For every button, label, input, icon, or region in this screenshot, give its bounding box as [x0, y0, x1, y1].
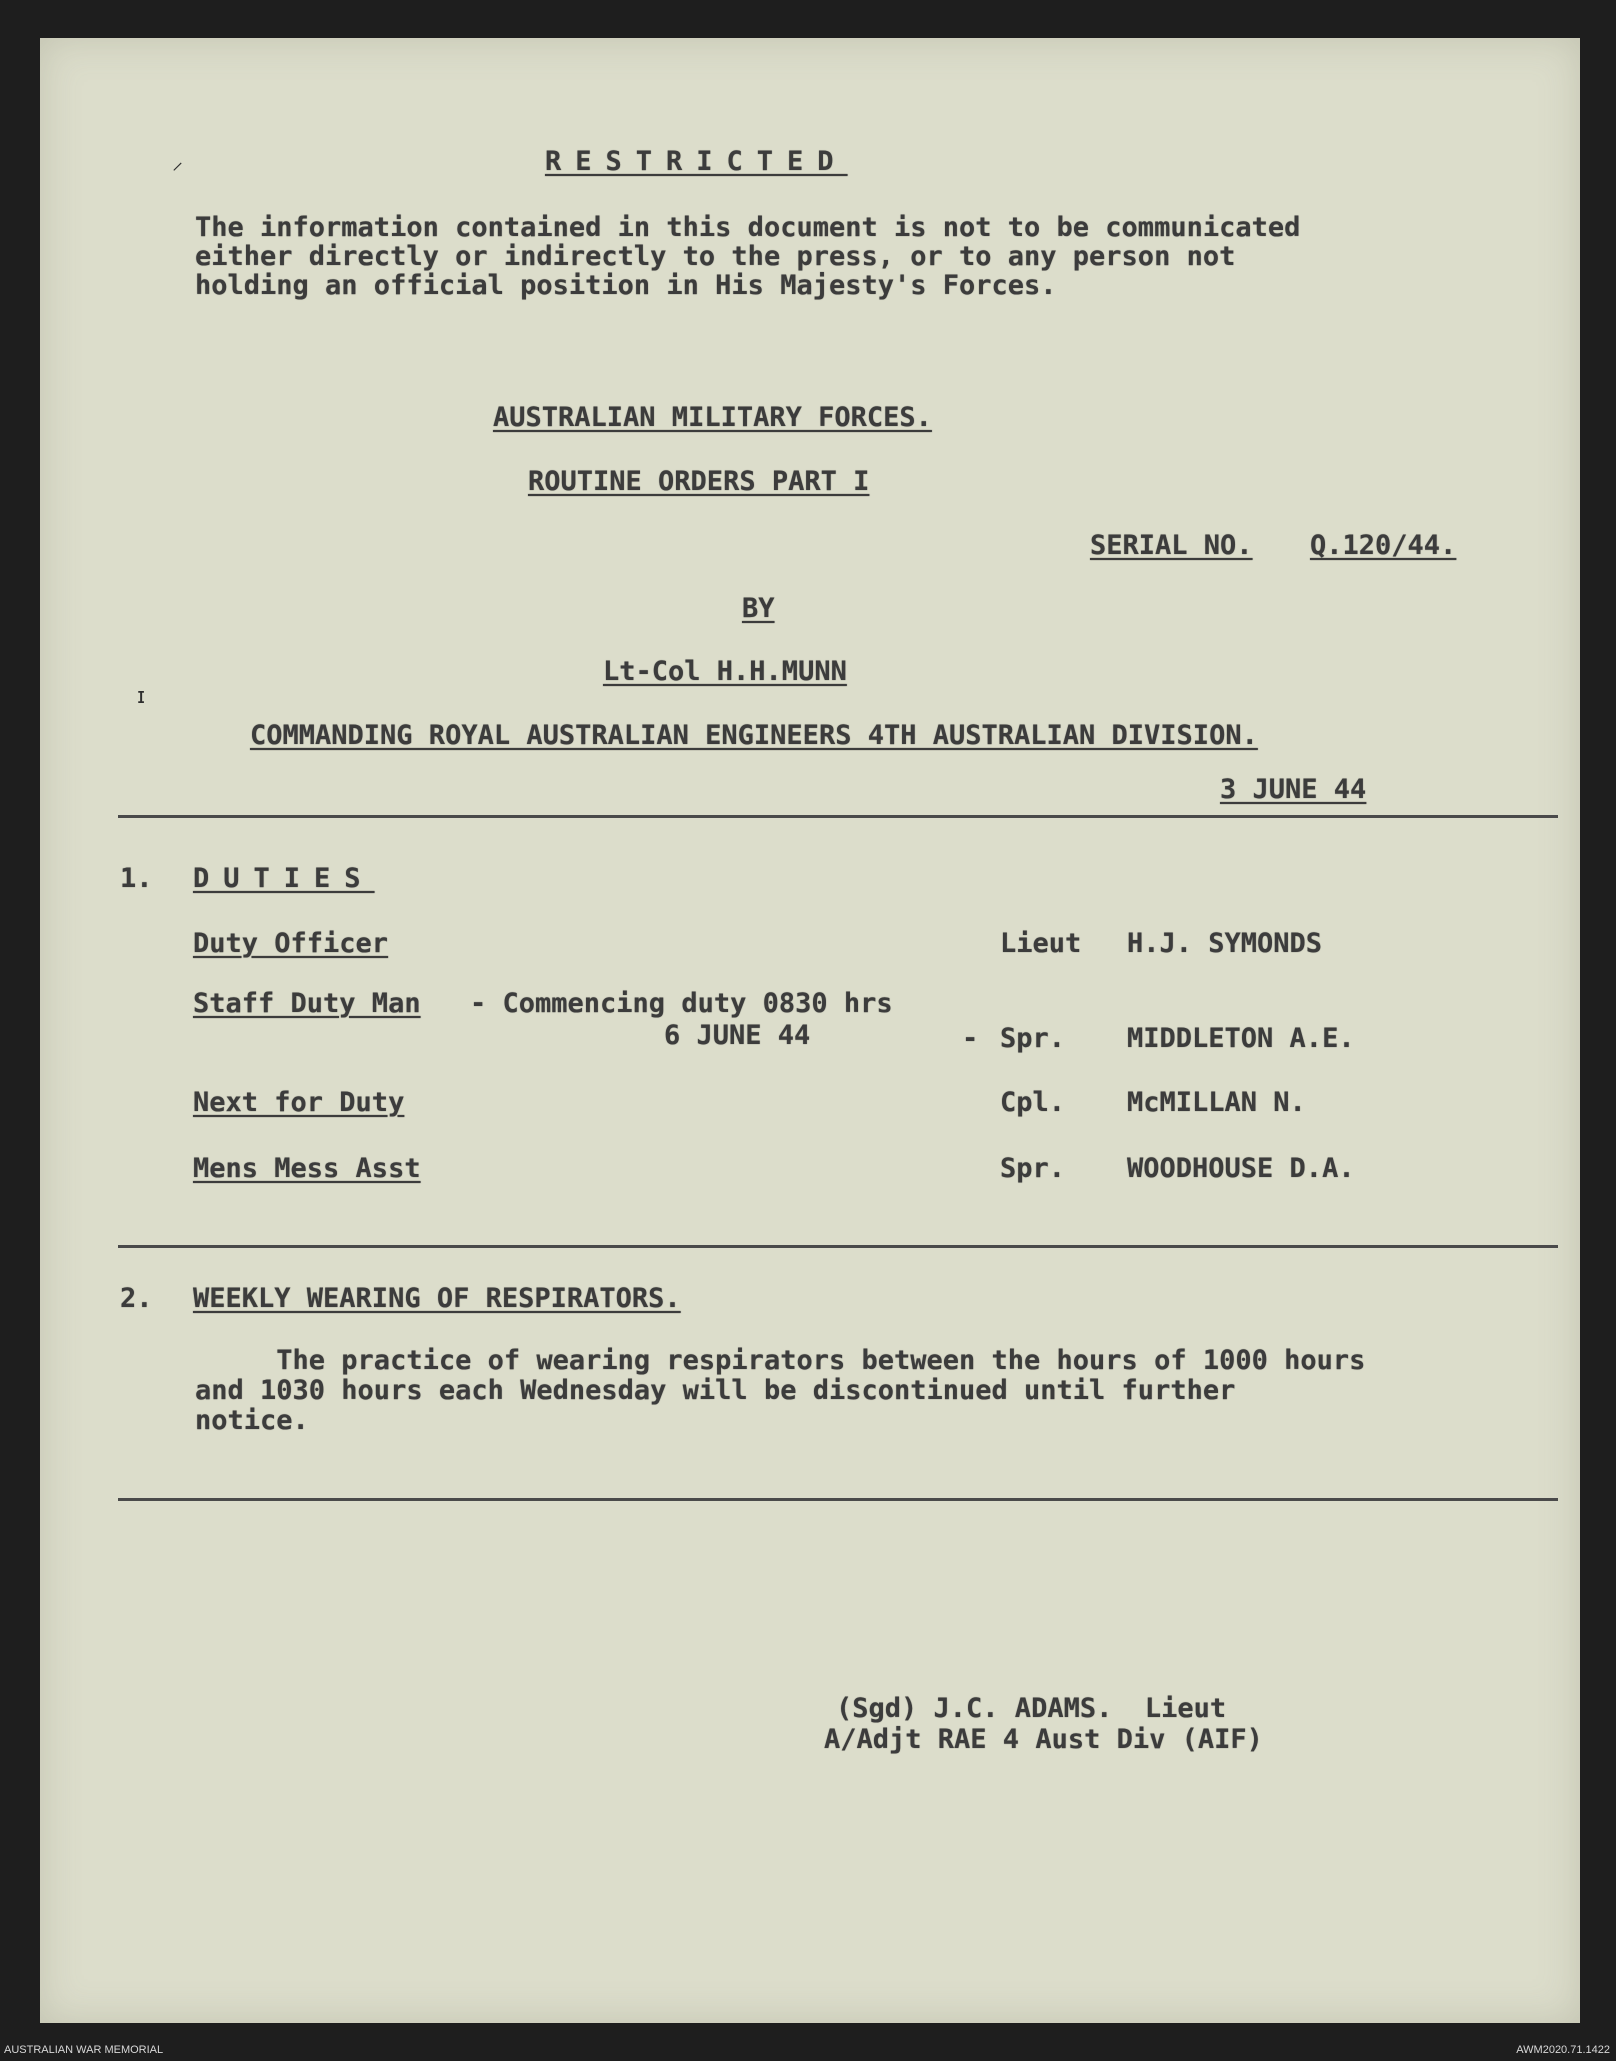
section-2-body-line-3: notice.: [195, 1405, 309, 1436]
notice-line-3: holding an official position in His Majesty's Forces.: [195, 270, 1057, 301]
staff-duty-dash: -: [962, 1023, 979, 1054]
section-2-number: 2.: [120, 1283, 153, 1314]
duty-officer-label: Duty Officer: [193, 928, 389, 959]
order-date: 3 JUNE 44: [1220, 774, 1367, 805]
divider-bottom: [118, 1498, 1558, 1501]
footer-institution: AUSTRALIAN WAR MEMORIAL: [4, 2044, 164, 2056]
staff-duty-name: MIDDLETON A.E.: [1127, 1023, 1355, 1054]
divider-top: [118, 815, 1558, 818]
duty-officer-name: H.J. SYMONDS: [1127, 928, 1323, 959]
signature-line-2: A/Adjt RAE 4 Aust Div (AIF): [824, 1724, 1263, 1755]
staff-duty-label: Staff Duty Man: [193, 988, 421, 1019]
divider-middle: [118, 1245, 1558, 1248]
signature-line-1: (Sgd) J.C. ADAMS. Lieut: [836, 1693, 1227, 1724]
staff-duty-rank: Spr.: [1000, 1023, 1066, 1054]
section-2-body-line-2: and 1030 hours each Wednesday will be discontinued until further: [195, 1375, 1236, 1406]
classification-heading: RESTRICTED: [545, 146, 848, 177]
staff-duty-note: - Commencing duty 0830 hrs: [470, 988, 893, 1019]
section-2-heading: WEEKLY WEARING OF RESPIRATORS.: [193, 1283, 681, 1314]
mens-mess-name: WOODHOUSE D.A.: [1127, 1153, 1355, 1184]
staff-duty-date: 6 JUNE 44: [664, 1020, 811, 1051]
serial-label: SERIAL NO.: [1090, 530, 1253, 561]
section-1-number: 1.: [120, 863, 153, 894]
forces-title: AUSTRALIAN MILITARY FORCES.: [493, 402, 932, 433]
mens-mess-rank: Spr.: [1000, 1153, 1066, 1184]
section-1-heading: DUTIES: [193, 863, 375, 894]
command-title: COMMANDING ROYAL AUSTRALIAN ENGINEERS 4TH AUSTRALIAN DIVISION.: [250, 720, 1258, 751]
next-for-duty-rank: Cpl.: [1000, 1087, 1066, 1118]
section-2-body-line-1: The practice of wearing respirators between the hours of 1000 hours: [195, 1345, 1366, 1376]
pen-mark: ⸝: [172, 150, 184, 175]
mens-mess-label: Mens Mess Asst: [193, 1153, 421, 1184]
notice-line-2: either directly or indirectly to the press, or to any person not: [195, 241, 1236, 272]
next-for-duty-label: Next for Duty: [193, 1087, 405, 1118]
footer-reference: AWM2020.71.1422: [1516, 2044, 1610, 2056]
commander-name: Lt-Col H.H.MUNN: [603, 656, 847, 687]
notice-line-1: The information contained in this document is not to be communicated: [195, 212, 1301, 243]
routine-orders-title: ROUTINE ORDERS PART I: [528, 466, 870, 497]
margin-tick: ɪ: [137, 684, 146, 709]
duty-officer-rank: Lieut: [1000, 928, 1082, 959]
serial-number: Q.120/44.: [1310, 530, 1457, 561]
by-label: BY: [742, 593, 775, 624]
next-for-duty-name: McMILLAN N.: [1127, 1087, 1306, 1118]
